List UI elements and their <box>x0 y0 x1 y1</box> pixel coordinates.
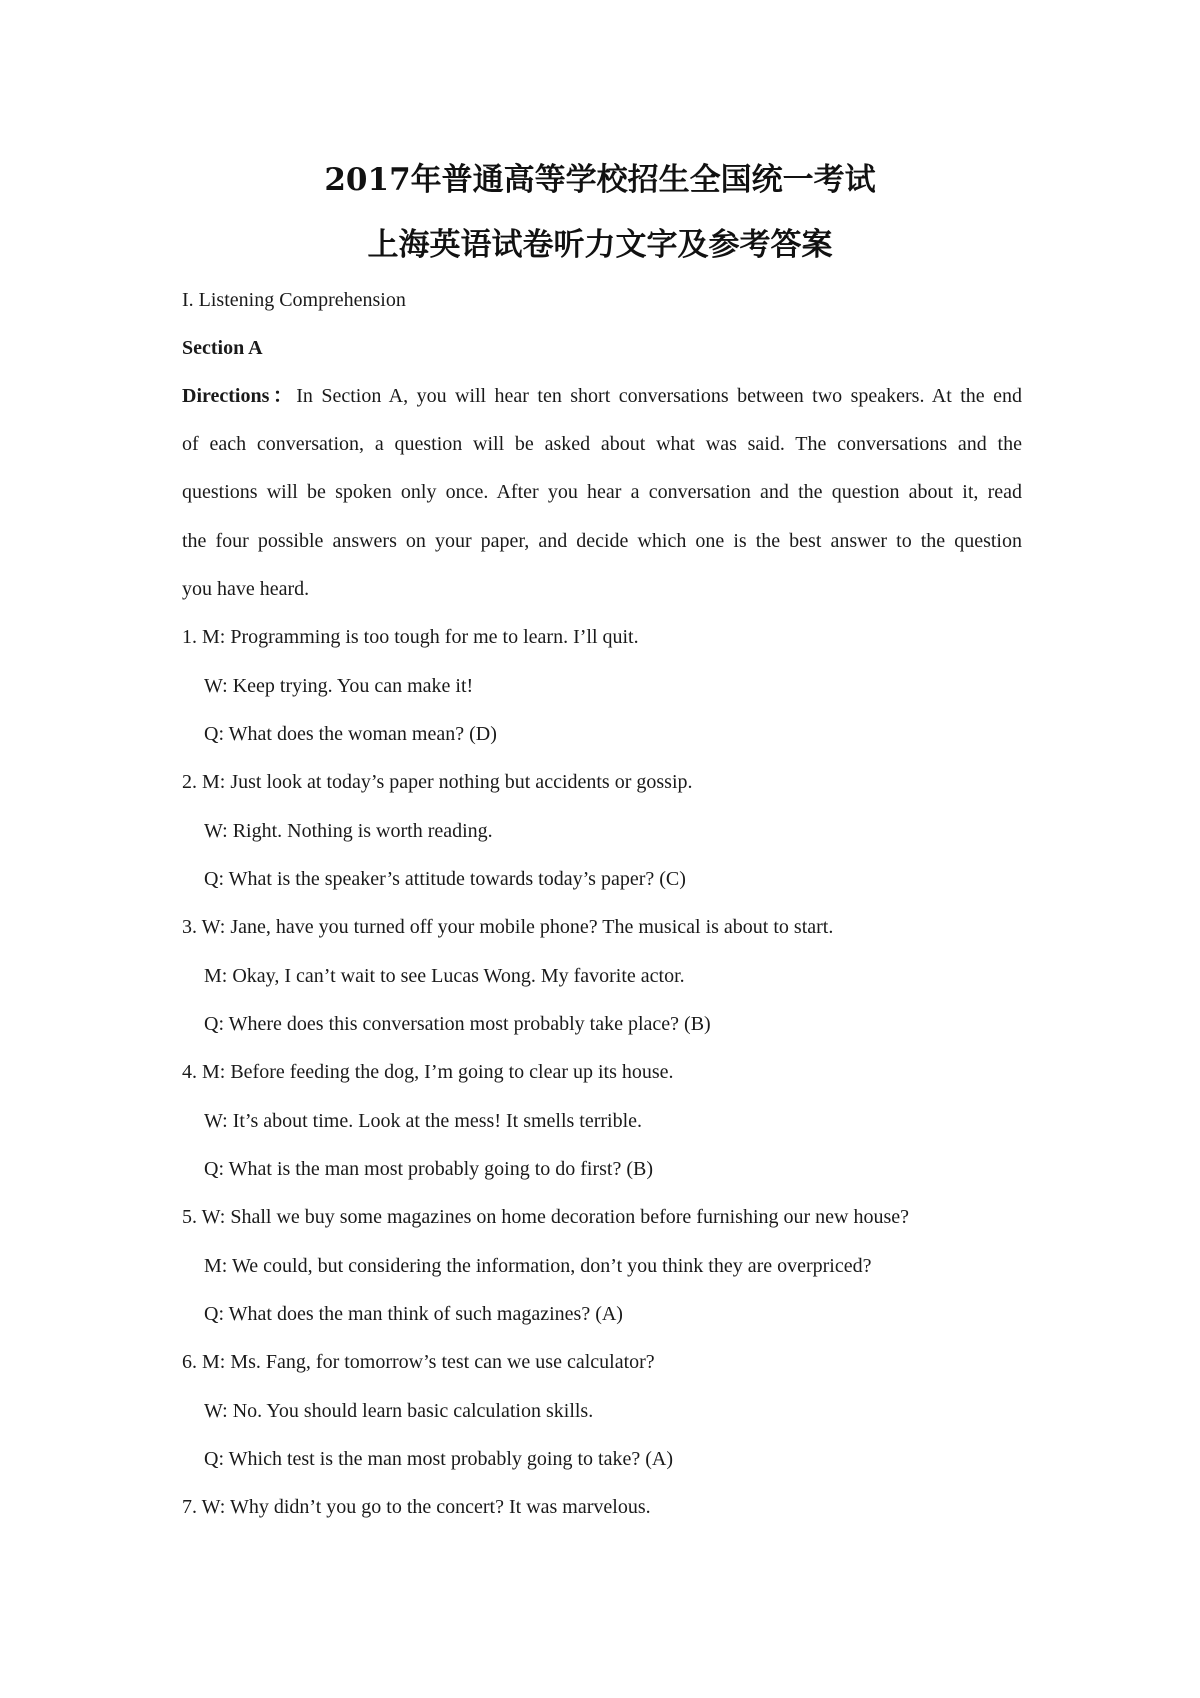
item-5-first-line: 5. W: Shall we buy some magazines on home decoration before furnishing our new house? <box>182 1206 910 1228</box>
part-heading: I. Listening Comprehension <box>182 289 406 311</box>
item-5-question: Q: What does the man think of such magazines? (A) <box>204 1303 623 1325</box>
section-heading: Section A <box>182 337 263 359</box>
item-4-response: W: It’s about time. Look at the mess! It smells terrible. <box>204 1110 643 1132</box>
item-3-response: M: Okay, I can’t wait to see Lucas Wong. My favorite actor. <box>204 965 685 987</box>
directions-text: In Section A, you will hear ten short conversations between two speakers. At the end <box>296 385 1022 407</box>
page-title: 2017年普通高等学校招生全国统一考试 <box>324 162 876 198</box>
directions-line-1 <box>182 382 1022 410</box>
page-subtitle: 上海英语试卷听力文字及参考答案 <box>367 227 833 263</box>
directions-line-3: questions will be spoken only once. After you hear a conversation and the question about it, read <box>182 481 1022 503</box>
directions-line-2: of each conversation, a question will be asked about what was said. The conversations and the <box>182 433 1022 455</box>
item-7-first-line: 7. W: Why didn’t you go to the concert? It was marvelous. <box>182 1496 651 1518</box>
item-2-question: Q: What is the speaker’s attitude towards today’s paper? (C) <box>204 868 686 890</box>
item-6-response: W: No. You should learn basic calculation skills. <box>204 1400 594 1422</box>
item-1-first-line: 1. M: Programming is too tough for me to learn. I’ll quit. <box>182 626 639 648</box>
item-4-first-line: 4. M: Before feeding the dog, I’m going to clear up its house. <box>182 1061 674 1083</box>
item-6-question: Q: Which test is the man most probably going to take? (A) <box>204 1448 673 1470</box>
item-1-question: Q: What does the woman mean? (D) <box>204 723 497 745</box>
item-3-first-line: 3. W: Jane, have you turned off your mobile phone? The musical is about to start. <box>182 916 834 938</box>
item-2-first-line: 2. M: Just look at today’s paper nothing but accidents or gossip. <box>182 771 693 793</box>
item-6-first-line: 6. M: Ms. Fang, for tomorrow’s test can we use calculator? <box>182 1351 655 1373</box>
item-2-response: W: Right. Nothing is worth reading. <box>204 820 493 842</box>
directions-line-5: you have heard. <box>182 578 310 600</box>
item-4-question: Q: What is the man most probably going to do first? (B) <box>204 1158 654 1180</box>
item-1-response: W: Keep trying. You can make it! <box>204 675 474 697</box>
directions-line-4: the four possible answers on your paper, and decide which one is the best answer to the question <box>182 530 1022 552</box>
directions-label: Directions： <box>182 385 297 407</box>
item-5-response: M: We could, but considering the information, don’t you think they are overpriced? <box>204 1255 872 1277</box>
item-3-question: Q: Where does this conversation most probably take place? (B) <box>204 1013 711 1035</box>
